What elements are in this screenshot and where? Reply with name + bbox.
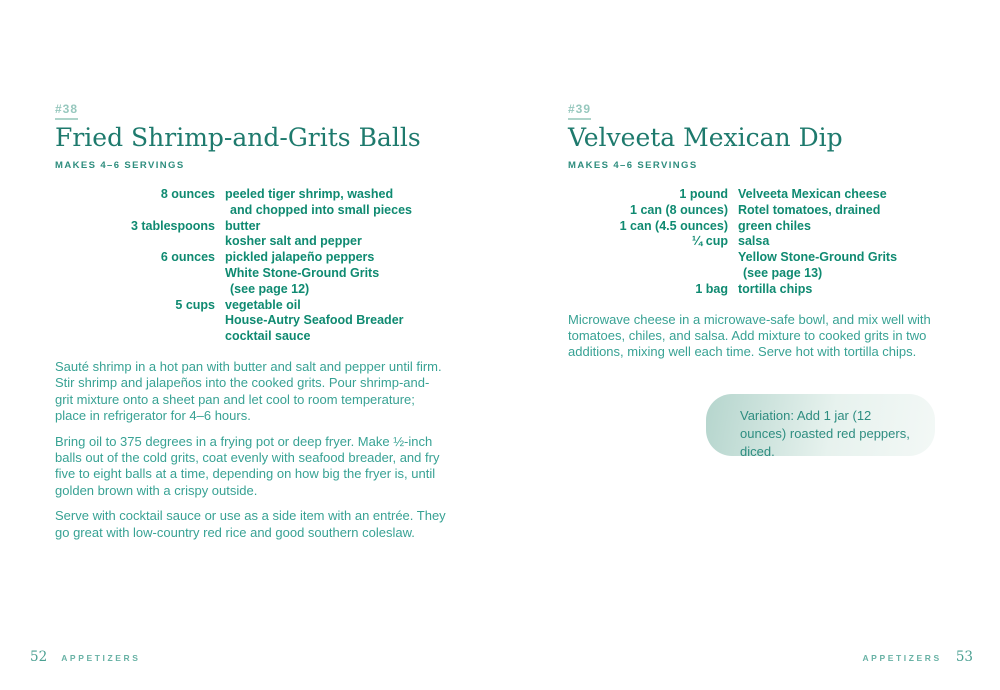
ingredient-row	[568, 203, 940, 219]
ingredient-qty: 3 tablespoons	[130, 218, 215, 233]
recipe-number: #39	[568, 103, 591, 120]
recipe-left	[55, 100, 447, 550]
ingredient-list	[55, 187, 447, 345]
ingredient-name: butter	[225, 218, 261, 233]
ingredient-name: and chopped into small pieces	[230, 202, 412, 217]
ingredient-name: Rotel tomatoes, drained	[738, 202, 881, 217]
variation-callout	[706, 394, 935, 459]
ingredient-name: pickled jalapeño peppers	[225, 250, 375, 265]
ingredient-qty	[55, 313, 215, 329]
ingredient-row	[568, 219, 940, 235]
ingredient-row	[568, 187, 940, 203]
ingredient-qty	[55, 266, 215, 282]
page-number: 53	[955, 649, 973, 665]
ingredient-qty	[568, 266, 728, 282]
ingredient-qty: ¼ cup	[691, 234, 728, 249]
ingredient-name: kosher salt and pepper	[225, 234, 362, 249]
instruction-paragraph: Microwave cheese in a microwave-safe bowl, and mix well with tomatoes, chiles, and salsa. Add mixture to cooked grits in two additions, mixing well each time. Serve hot with tortilla chips.	[568, 311, 931, 360]
ingredient-name: House-Autry Seafood Breader	[225, 313, 404, 328]
footer-left	[30, 649, 141, 665]
ingredient-qty	[568, 250, 728, 266]
ingredient-qty	[55, 203, 215, 219]
ingredient-list	[568, 187, 940, 298]
ingredient-name: (see page 12)	[230, 281, 310, 296]
ingredient-row	[55, 313, 447, 329]
ingredient-row	[55, 266, 447, 282]
instructions	[55, 359, 447, 541]
ingredient-row	[55, 250, 447, 266]
ingredient-row	[568, 282, 940, 298]
instructions	[568, 312, 940, 361]
ingredient-name: (see page 13)	[743, 265, 823, 280]
ingredient-qty: 1 pound	[679, 187, 728, 201]
page-number: 52	[30, 649, 48, 665]
ingredient-name: vegetable oil	[225, 297, 301, 312]
ingredient-qty: 5 cups	[175, 297, 215, 312]
instruction-paragraph: Sauté shrimp in a hot pan with butter and salt and pepper until firm. Stir shrimp and jalapeños into the cooked grits. Pour shrimp-and-grit mixture onto a sheet pan and let cool to room temperature; place in refrigerator for 4–6 hours.	[55, 358, 442, 424]
ingredient-row	[55, 203, 447, 219]
servings-line: MAKES 4–6 SERVINGS	[568, 160, 698, 171]
ingredient-qty: 8 ounces	[160, 187, 215, 201]
ingredient-row	[568, 250, 940, 266]
ingredient-name: Velveeta Mexican cheese	[738, 187, 887, 201]
ingredient-row	[55, 298, 447, 314]
instruction-paragraph: Serve with cocktail sauce or use as a side item with an entrée. They go great with low-country red rice and good southern coleslaw.	[55, 508, 446, 540]
ingredient-row	[55, 219, 447, 235]
ingredient-name: White Stone-Ground Grits	[225, 265, 380, 280]
ingredient-name: cocktail sauce	[225, 329, 311, 344]
ingredient-qty: 6 ounces	[160, 250, 215, 265]
recipe-right	[568, 100, 940, 370]
variation-text: Variation: Add 1 jar (12 ounces) roasted red peppers, diced.	[740, 408, 910, 459]
footer-right	[862, 649, 973, 665]
section-label: APPETIZERS	[61, 653, 141, 663]
recipe-title: Fried Shrimp-and-Grits Balls	[55, 123, 421, 152]
ingredient-row	[568, 266, 940, 282]
ingredient-row	[55, 234, 447, 250]
recipe-number: #38	[55, 103, 78, 120]
ingredient-qty: 1 can (4.5 ounces)	[619, 218, 728, 233]
recipe-title: Velveeta Mexican Dip	[568, 123, 843, 152]
ingredient-qty	[55, 234, 215, 250]
instruction-paragraph: Bring oil to 375 degrees in a frying pot or deep fryer. Make ½-inch balls out of the cold grits, coat evenly with seafood breader, and fry five to eight balls at a time, depending on how big the fryer is, until golden brown with a crispy outside.	[55, 433, 440, 498]
ingredient-name: green chiles	[738, 218, 811, 233]
ingredient-row	[55, 329, 447, 345]
ingredient-row	[55, 282, 447, 298]
ingredient-qty	[55, 329, 215, 345]
ingredient-name: peeled tiger shrimp, washed	[225, 187, 394, 201]
ingredient-row	[568, 234, 940, 250]
ingredient-name: tortilla chips	[738, 281, 813, 296]
ingredient-row	[55, 187, 447, 203]
section-label: APPETIZERS	[862, 653, 942, 663]
ingredient-name: salsa	[738, 234, 770, 249]
ingredient-qty: 1 can (8 ounces)	[630, 202, 728, 217]
ingredient-qty: 1 bag	[695, 281, 728, 296]
servings-line: MAKES 4–6 SERVINGS	[55, 160, 185, 171]
ingredient-qty	[55, 282, 215, 298]
ingredient-name: Yellow Stone-Ground Grits	[738, 250, 898, 265]
